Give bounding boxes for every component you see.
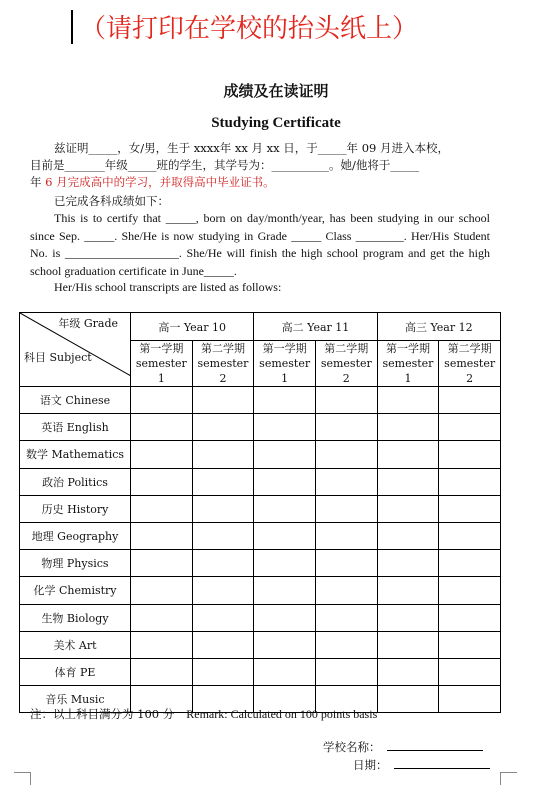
- subject-cell: 语文 Chinese: [20, 387, 131, 414]
- corner-grade-label: 年级 Grade: [58, 317, 118, 330]
- grade-cell[interactable]: [377, 468, 439, 495]
- grade-cell[interactable]: [254, 414, 316, 441]
- table-row: [20, 468, 501, 495]
- remark-note: [30, 706, 377, 722]
- grade-cell[interactable]: [192, 604, 254, 631]
- grade-cell[interactable]: [439, 441, 501, 468]
- semester-en: semester 2: [320, 357, 372, 385]
- grade-cell[interactable]: [315, 577, 377, 604]
- english-transcripts-intro: Her/His school transcripts are listed as follows:: [54, 280, 282, 294]
- semester-cn: 第二学期: [200, 342, 245, 355]
- grade-cell[interactable]: [439, 577, 501, 604]
- grade-cell[interactable]: [254, 550, 316, 577]
- table-row: [20, 414, 501, 441]
- grade-cell[interactable]: [192, 441, 254, 468]
- grade-cell[interactable]: [439, 387, 501, 414]
- semester-cn: 第二学期: [324, 342, 369, 355]
- semester-header: [131, 341, 193, 387]
- grade-cell[interactable]: [315, 387, 377, 414]
- grade-cell[interactable]: [192, 468, 254, 495]
- grade-cell[interactable]: [192, 631, 254, 658]
- grade-cell[interactable]: [254, 604, 316, 631]
- grade-cell[interactable]: [192, 577, 254, 604]
- grade-cell[interactable]: [192, 387, 254, 414]
- title-chinese: 成绩及在读证明: [223, 82, 329, 100]
- grade-cell[interactable]: [439, 468, 501, 495]
- table-row: [20, 577, 501, 604]
- grade-cell[interactable]: [315, 468, 377, 495]
- grade-cell[interactable]: [377, 686, 439, 713]
- grade-cell[interactable]: [439, 658, 501, 685]
- grade-cell[interactable]: [377, 658, 439, 685]
- subject-cell: 政治 Politics: [20, 468, 131, 495]
- semester-header: [377, 341, 439, 387]
- grade-cell[interactable]: [377, 577, 439, 604]
- table-corner-cell: [20, 313, 131, 387]
- grade-cell[interactable]: [131, 441, 193, 468]
- year-header: 高二 Year 11: [254, 313, 377, 341]
- subject-cell: 历史 History: [20, 495, 131, 522]
- cn-line-3-year: 年: [30, 175, 42, 189]
- grade-cell[interactable]: [192, 658, 254, 685]
- grade-cell[interactable]: [131, 468, 193, 495]
- subject-cell: 体育 PE: [20, 658, 131, 685]
- grade-cell[interactable]: [377, 522, 439, 549]
- semester-en: semester 1: [135, 357, 187, 385]
- subject-cell: 英语 English: [20, 414, 131, 441]
- grade-cell[interactable]: [192, 414, 254, 441]
- grade-cell[interactable]: [315, 604, 377, 631]
- grade-cell[interactable]: [254, 495, 316, 522]
- title-english: Studying Certificate: [211, 115, 341, 131]
- subject-cell: 化学 Chemistry: [20, 577, 131, 604]
- subject-cell: 音乐 Music: [20, 686, 131, 713]
- semester-cn: 第一学期: [262, 342, 307, 355]
- grade-cell[interactable]: [315, 550, 377, 577]
- text-cursor: [71, 10, 73, 44]
- table-row: [20, 387, 501, 414]
- semester-header: [315, 341, 377, 387]
- grade-cell[interactable]: [439, 686, 501, 713]
- table-row: [20, 441, 501, 468]
- year-header: 高一 Year 10: [131, 313, 254, 341]
- remark-chinese: 注：以上科目满分为 100 分: [30, 707, 175, 721]
- subject-cell: 美术 Art: [20, 631, 131, 658]
- corner-subject-label: 科目 Subject: [24, 351, 92, 364]
- semester-en: semester 2: [197, 357, 249, 385]
- semester-header: [254, 341, 316, 387]
- date-label: 日期：: [353, 758, 388, 772]
- subject-cell: 数学 Mathematics: [20, 441, 131, 468]
- grade-cell[interactable]: [377, 604, 439, 631]
- grade-cell[interactable]: [192, 495, 254, 522]
- grade-cell[interactable]: [131, 577, 193, 604]
- cn-grades-intro: 已完成各科成绩如下：: [54, 194, 169, 208]
- grade-cell[interactable]: [131, 522, 193, 549]
- grade-cell[interactable]: [131, 550, 193, 577]
- grade-cell[interactable]: [377, 550, 439, 577]
- grade-cell[interactable]: [254, 631, 316, 658]
- grade-cell[interactable]: [131, 658, 193, 685]
- grade-cell[interactable]: [131, 387, 193, 414]
- grade-cell[interactable]: [131, 604, 193, 631]
- page-corner-mark-right: [500, 772, 517, 785]
- grade-cell[interactable]: [254, 441, 316, 468]
- grade-cell[interactable]: [315, 658, 377, 685]
- grade-cell[interactable]: [315, 414, 377, 441]
- grade-cell[interactable]: [439, 604, 501, 631]
- english-certificate-text: This is to certify that _____, born on day/month/year, has been studying in our school since Sep. _____. She/He is now studying in Grade _____ Class ________. Her/His Student No. is ___________________. She/He will finish the high school program and get the high school graduation certificate in June_____.: [30, 211, 490, 278]
- table-row: [20, 550, 501, 577]
- year-header: 高三 Year 12: [377, 313, 500, 341]
- table-row: [20, 658, 501, 685]
- grade-cell[interactable]: [131, 414, 193, 441]
- subject-cell: 物理 Physics: [20, 550, 131, 577]
- table-header-years: [20, 313, 501, 341]
- school-name-label: 学校名称：: [323, 740, 381, 754]
- grade-cell[interactable]: [192, 550, 254, 577]
- semester-header: [439, 341, 501, 387]
- semester-header: [192, 341, 254, 387]
- grade-cell[interactable]: [254, 522, 316, 549]
- date-field: [353, 757, 490, 773]
- school-name-field: [323, 739, 483, 755]
- grade-cell[interactable]: [131, 495, 193, 522]
- grade-cell[interactable]: [377, 441, 439, 468]
- date-line[interactable]: [394, 758, 490, 769]
- grade-cell[interactable]: [377, 631, 439, 658]
- grade-cell[interactable]: [192, 522, 254, 549]
- grade-cell[interactable]: [377, 387, 439, 414]
- grade-cell[interactable]: [439, 631, 501, 658]
- grade-cell[interactable]: [315, 495, 377, 522]
- grade-cell[interactable]: [254, 577, 316, 604]
- grade-cell[interactable]: [377, 495, 439, 522]
- grade-cell[interactable]: [439, 495, 501, 522]
- grade-cell[interactable]: [377, 414, 439, 441]
- table-row: [20, 604, 501, 631]
- subject-cell: 生物 Biology: [20, 604, 131, 631]
- grade-cell[interactable]: [254, 658, 316, 685]
- english-certificate-paragraph: [30, 210, 490, 280]
- grade-cell[interactable]: [315, 441, 377, 468]
- page-corner-mark-left: [14, 772, 31, 785]
- semester-cn: 第二学期: [447, 342, 492, 355]
- cn-line-1: 兹证明_____，女/男，生于 xxxx年 xx 月 xx 日，于_____年 09 月进入本校，: [54, 141, 449, 155]
- chinese-certificate-paragraph: [30, 140, 490, 191]
- semester-en: semester 2: [444, 357, 496, 385]
- letterhead-banner: （请打印在学校的抬头纸上）: [80, 14, 419, 44]
- cn-line-3-graduation: 6 月完成高中的学习，并取得高中毕业证书。: [41, 175, 275, 189]
- grade-cell[interactable]: [254, 387, 316, 414]
- semester-en: semester 1: [382, 357, 434, 385]
- semester-cn: 第一学期: [385, 342, 430, 355]
- cn-line-3: [30, 174, 490, 191]
- grade-cell[interactable]: [254, 468, 316, 495]
- table-row: [20, 495, 501, 522]
- grades-table: [19, 312, 501, 713]
- grade-cell[interactable]: [439, 414, 501, 441]
- table-row: [20, 631, 501, 658]
- school-name-line[interactable]: [387, 740, 483, 751]
- grade-cell[interactable]: [131, 631, 193, 658]
- grade-cell[interactable]: [315, 631, 377, 658]
- table-row: [20, 522, 501, 549]
- semester-en: semester 1: [259, 357, 311, 385]
- cn-line-2: 目前是_______年级_____班的学生，其学号为：__________。她/他将于_____: [30, 158, 420, 172]
- remark-english: Remark: Calculated on 100 points basis: [186, 707, 378, 721]
- grade-cell[interactable]: [439, 550, 501, 577]
- grade-cell[interactable]: [439, 522, 501, 549]
- semester-cn: 第一学期: [139, 342, 184, 355]
- subject-cell: 地理 Geography: [20, 522, 131, 549]
- grade-cell[interactable]: [315, 522, 377, 549]
